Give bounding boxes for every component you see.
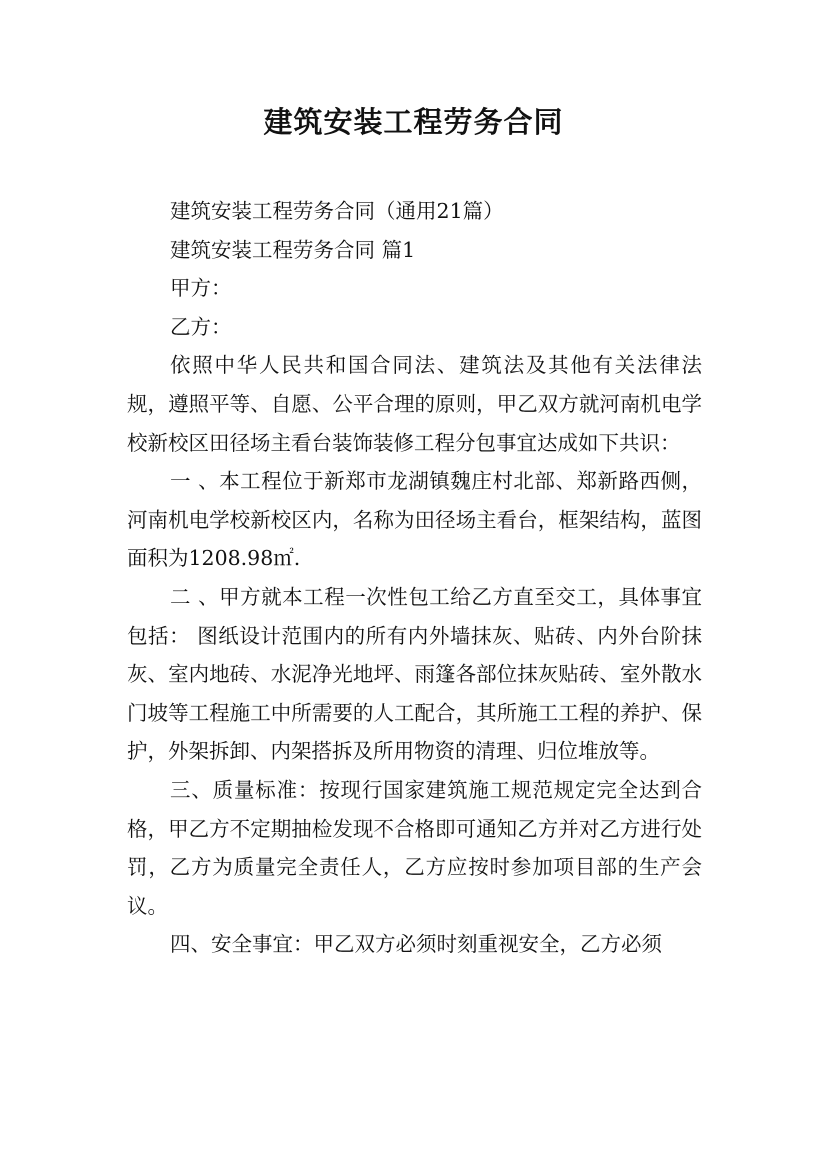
paragraph-clause-2: 二 、甲方就本工程一次性包工给乙方直至交工，具体事宜包括： 图纸设计范围内的所有内外墙抹灰、贴砖、内外台阶抹灰、室内地砖、水泥净光地坪、雨篷各部位抹灰贴砖、室外散水门坡等工程施工中所需要的人工配合，其所施工工程的养护、保护，外架拆卸、内架搭拆及所用物资的清理、归位堆放等。 (127, 584, 702, 764)
paragraph-clause-4: 四、安全事宜：甲乙双方必须时刻重视安全，乙方必须 (170, 932, 663, 957)
paragraph-clause-1: 一 、本工程位于新郑市龙湖镇魏庄村北部、郑新路西侧，河南机电学校新校区内，名称为田径场主看台，框架结构，蓝图面积为1208.98㎡. (127, 469, 702, 571)
paragraph-subtitle: 建筑安装工程劳务合同（通用21篇） (170, 199, 504, 223)
paragraph-party-b: 乙方： (170, 314, 232, 339)
paragraph-clause-3: 三、质量标准：按现行国家建筑施工规范规定完全达到合格，甲乙方不定期抽检发现不合格即可通知乙方并对乙方进行处罚，乙方为质量完全责任人，乙方应按时参加项目部的生产会议。 (127, 777, 702, 918)
paragraph-preamble: 依照中华人民共和国合同法、建筑法及其他有关法律法规，遵照平等、自愿、公平合理的原则，甲乙双方就河南机电学校新校区田径场主看台装饰装修工程分包事宜达成如下共识： (127, 353, 702, 455)
document-body (127, 192, 702, 964)
document-title: 建筑安装工程劳务合同 (263, 105, 564, 139)
paragraph-section-heading: 建筑安装工程劳务合同 篇1 (170, 237, 416, 262)
paragraph-party-a: 甲方： (170, 276, 232, 301)
